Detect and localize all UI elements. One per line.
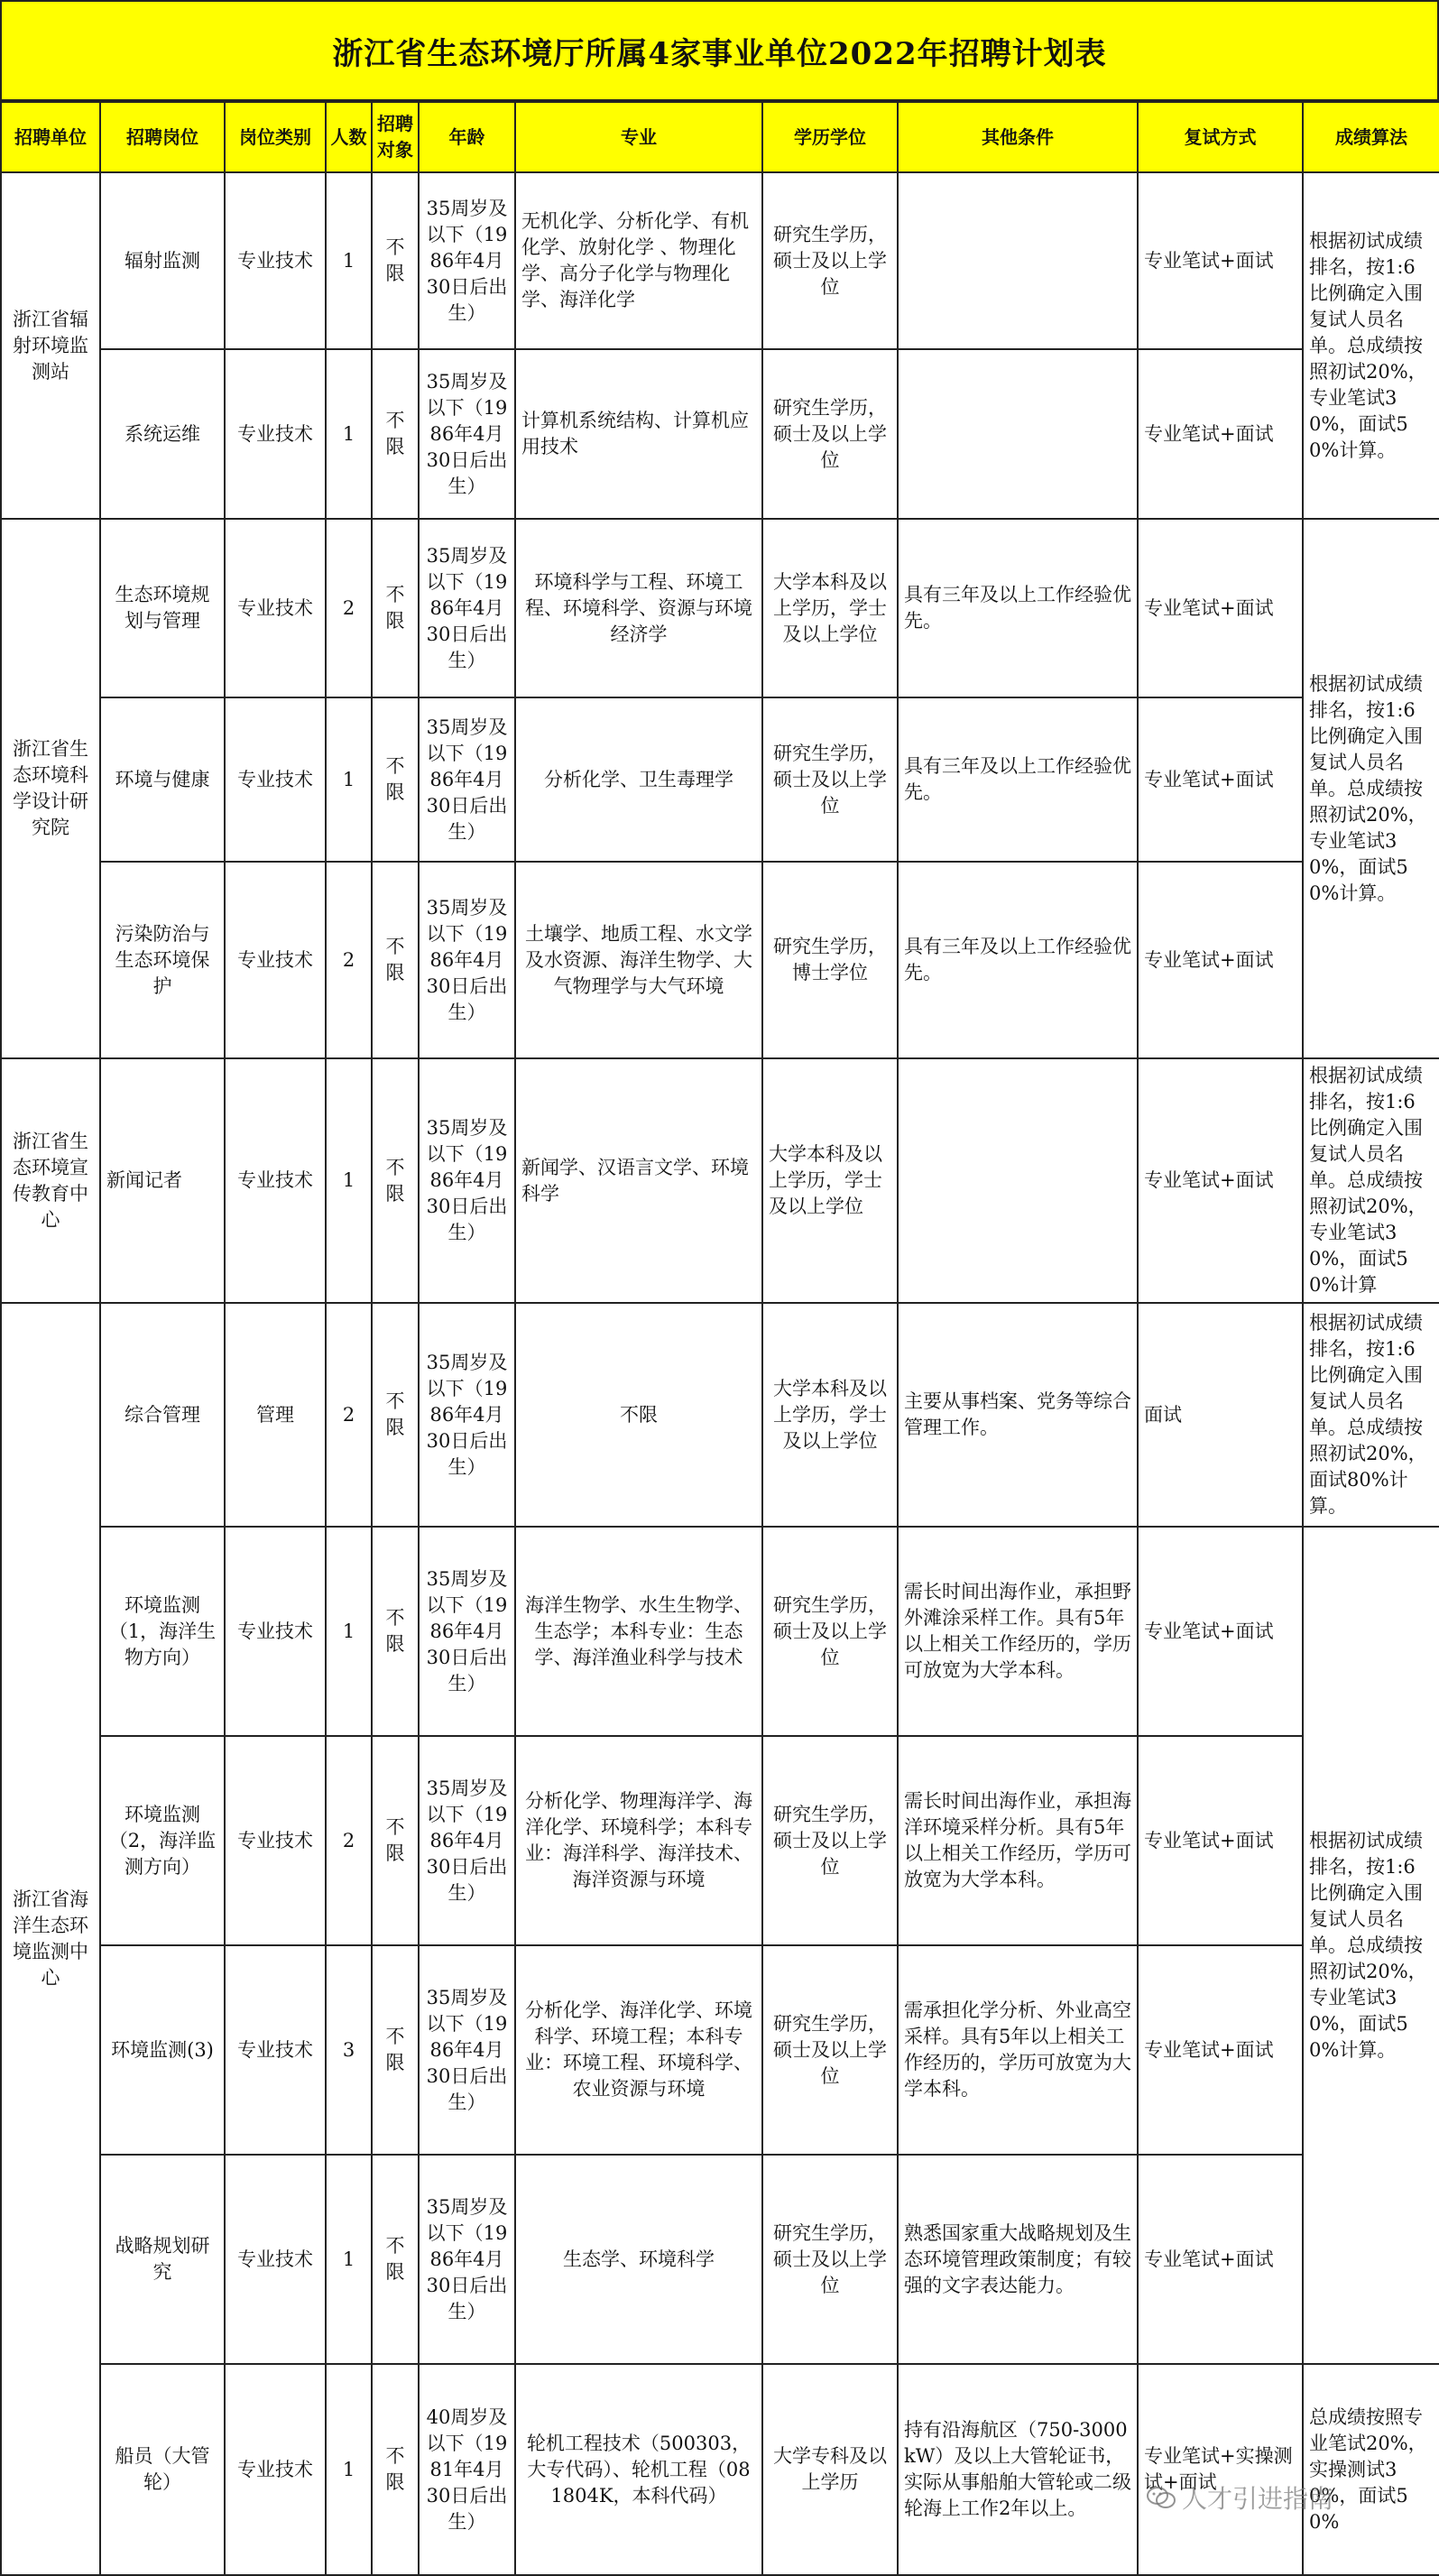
- retest-cell: 面试: [1138, 1303, 1303, 1527]
- table-row: [1, 2364, 1439, 2575]
- category-cell: 专业技术: [225, 697, 326, 862]
- count-cell: 1: [326, 1527, 372, 1736]
- category-cell: 专业技术: [225, 172, 326, 349]
- age-cell: 40周岁及以下（1981年4月30日后出生）: [419, 2364, 515, 2575]
- target-cell: 不限: [372, 697, 419, 862]
- unit-cell: 浙江省海洋生态环境监测中心: [1, 1303, 100, 2575]
- count-cell: 2: [326, 1303, 372, 1527]
- degree-cell: 研究生学历，硕士及以上学位: [762, 172, 898, 349]
- retest-cell: 专业笔试+面试: [1138, 1945, 1303, 2155]
- age-cell: 35周岁及以下（1986年4月30日后出生）: [419, 172, 515, 349]
- age-cell: 35周岁及以下（1986年4月30日后出生）: [419, 349, 515, 519]
- retest-cell: 专业笔试+面试: [1138, 697, 1303, 862]
- other-cell: 具有三年及以上工作经验优先。: [898, 862, 1138, 1058]
- major-cell: 土壤学、地质工程、水文学及水资源、海洋生物学、大气物理学与大气环境: [515, 862, 762, 1058]
- post-cell: 系统运维: [100, 349, 225, 519]
- count-cell: 1: [326, 2155, 372, 2364]
- other-cell: 熟悉国家重大战略规划及生态环境管理政策制度；有较强的文字表达能力。: [898, 2155, 1138, 2364]
- count-cell: 1: [326, 2364, 372, 2575]
- major-cell: 分析化学、海洋化学、环境科学、环境工程；本科专业：环境工程、环境科学、农业资源与环境: [515, 1945, 762, 2155]
- other-cell: 具有三年及以上工作经验优先。: [898, 519, 1138, 697]
- major-cell: 环境科学与工程、环境工程、环境科学、资源与环境经济学: [515, 519, 762, 697]
- score-cell: 总成绩按照专业笔试20%，实操测试30%，面试50%: [1303, 2364, 1439, 2575]
- count-cell: 1: [326, 349, 372, 519]
- degree-cell: 研究生学历，博士学位: [762, 862, 898, 1058]
- category-cell: 专业技术: [225, 2364, 326, 2575]
- count-cell: 1: [326, 1058, 372, 1303]
- major-cell: 无机化学、分析化学、有机化学、放射化学 、物理化学、高分子化学与物理化学、海洋化学: [515, 172, 762, 349]
- degree-cell: 大学专科及以上学历: [762, 2364, 898, 2575]
- category-cell: 专业技术: [225, 1736, 326, 1945]
- post-cell: 环境监测（1，海洋生物方向）: [100, 1527, 225, 1736]
- age-cell: 35周岁及以下（1986年4月30日后出生）: [419, 862, 515, 1058]
- count-cell: 1: [326, 697, 372, 862]
- post-cell: 环境监测(3): [100, 1945, 225, 2155]
- degree-cell: 大学本科及以上学历，学士及以上学位: [762, 1303, 898, 1527]
- major-cell: 新闻学、汉语言文学、环境科学: [515, 1058, 762, 1303]
- age-cell: 35周岁及以下（1986年4月30日后出生）: [419, 1058, 515, 1303]
- other-cell: 主要从事档案、党务等综合管理工作。: [898, 1303, 1138, 1527]
- target-cell: 不限: [372, 1303, 419, 1527]
- score-cell: 根据初试成绩排名，按1:6比例确定入围复试人员名单。总成绩按照初试20%，面试80%计算。: [1303, 1303, 1439, 1527]
- other-cell: [898, 172, 1138, 349]
- score-cell: 根据初试成绩排名，按1:6比例确定入围复试人员名单。总成绩按照初试20%，专业笔试30%，面试50%计算。: [1303, 1527, 1439, 2364]
- table-row: [1, 1303, 1439, 1527]
- other-cell: 具有三年及以上工作经验优先。: [898, 697, 1138, 862]
- target-cell: 不限: [372, 1736, 419, 1945]
- target-cell: 不限: [372, 1527, 419, 1736]
- retest-cell: 专业笔试+面试: [1138, 1736, 1303, 1945]
- table-row: [1, 862, 1439, 1058]
- other-cell: 需长时间出海作业，承担海洋环境采样分析。具有5年以上相关工作经历，学历可放宽为大学本科。: [898, 1736, 1138, 1945]
- retest-cell: 专业笔试+面试: [1138, 172, 1303, 349]
- header-cell: 招聘单位: [1, 102, 100, 172]
- target-cell: 不限: [372, 2155, 419, 2364]
- table-row: [1, 2155, 1439, 2364]
- header-cell: 复试方式: [1138, 102, 1303, 172]
- degree-cell: 研究生学历，硕士及以上学位: [762, 2155, 898, 2364]
- count-cell: 1: [326, 172, 372, 349]
- table-row: [1, 172, 1439, 349]
- post-cell: 环境与健康: [100, 697, 225, 862]
- category-cell: 专业技术: [225, 1527, 326, 1736]
- other-cell: [898, 349, 1138, 519]
- table-header-row: [1, 102, 1439, 172]
- other-cell: 持有沿海航区（750-3000kW）及以上大管轮证书，实际从事船舶大管轮或二级轮海上工作2年以上。: [898, 2364, 1138, 2575]
- age-cell: 35周岁及以下（1986年4月30日后出生）: [419, 519, 515, 697]
- header-cell: 招聘对象: [372, 102, 419, 172]
- post-cell: 生态环境规划与管理: [100, 519, 225, 697]
- header-cell: 年龄: [419, 102, 515, 172]
- header-cell: 其他条件: [898, 102, 1138, 172]
- post-cell: 船员（大管轮）: [100, 2364, 225, 2575]
- major-cell: 轮机工程技术（500303，大专代码）、轮机工程（081804K，本科代码）: [515, 2364, 762, 2575]
- count-cell: 2: [326, 862, 372, 1058]
- header-cell: 招聘岗位: [100, 102, 225, 172]
- retest-cell: 专业笔试+面试: [1138, 1527, 1303, 1736]
- age-cell: 35周岁及以下（1986年4月30日后出生）: [419, 697, 515, 862]
- other-cell: [898, 1058, 1138, 1303]
- unit-cell: 浙江省生态环境宣传教育中心: [1, 1058, 100, 1303]
- degree-cell: 研究生学历，硕士及以上学位: [762, 697, 898, 862]
- retest-cell: 专业笔试+实操测试+面试: [1138, 2364, 1303, 2575]
- post-cell: 环境监测（2，海洋监测方向）: [100, 1736, 225, 1945]
- age-cell: 35周岁及以下（1986年4月30日后出生）: [419, 1736, 515, 1945]
- degree-cell: 研究生学历，硕士及以上学位: [762, 1945, 898, 2155]
- table-row: [1, 519, 1439, 697]
- score-cell: 根据初试成绩排名，按1:6比例确定入围复试人员名单。总成绩按照初试20%，专业笔试30%，面试50%计算。: [1303, 519, 1439, 1058]
- unit-cell: 浙江省辐射环境监测站: [1, 172, 100, 519]
- category-cell: 专业技术: [225, 519, 326, 697]
- other-cell: 需承担化学分析、外业高空采样。具有5年以上相关工作经历的，学历可放宽为大学本科。: [898, 1945, 1138, 2155]
- target-cell: 不限: [372, 349, 419, 519]
- count-cell: 2: [326, 519, 372, 697]
- post-cell: 辐射监测: [100, 172, 225, 349]
- unit-cell: 浙江省生态环境科学设计研究院: [1, 519, 100, 1058]
- degree-cell: 大学本科及以上学历，学士及以上学位: [762, 1058, 898, 1303]
- degree-cell: 研究生学历，硕士及以上学位: [762, 1736, 898, 1945]
- category-cell: 专业技术: [225, 1058, 326, 1303]
- page-title: 浙江省生态环境厅所属4家事业单位2022年招聘计划表: [0, 0, 1439, 101]
- header-cell: 成绩算法: [1303, 102, 1439, 172]
- category-cell: 专业技术: [225, 862, 326, 1058]
- retest-cell: 专业笔试+面试: [1138, 519, 1303, 697]
- category-cell: 管理: [225, 1303, 326, 1527]
- target-cell: 不限: [372, 1945, 419, 2155]
- other-cell: 需长时间出海作业，承担野外滩涂采样工作。具有5年以上相关工作经历的，学历可放宽为大学本科。: [898, 1527, 1138, 1736]
- header-cell: 学历学位: [762, 102, 898, 172]
- major-cell: 分析化学、物理海洋学、海洋化学、环境科学；本科专业：海洋科学、海洋技术、海洋资源与环境: [515, 1736, 762, 1945]
- target-cell: 不限: [372, 172, 419, 349]
- age-cell: 35周岁及以下（1986年4月30日后出生）: [419, 1945, 515, 2155]
- category-cell: 专业技术: [225, 2155, 326, 2364]
- age-cell: 35周岁及以下（1986年4月30日后出生）: [419, 2155, 515, 2364]
- watermark-text: 人才引进指南: [1182, 2484, 1334, 2514]
- table-row: [1, 349, 1439, 519]
- category-cell: 专业技术: [225, 1945, 326, 2155]
- post-cell: 污染防治与生态环境保护: [100, 862, 225, 1058]
- post-cell: 战略规划研究: [100, 2155, 225, 2364]
- age-cell: 35周岁及以下（1986年4月30日后出生）: [419, 1303, 515, 1527]
- count-cell: 3: [326, 1945, 372, 2155]
- count-cell: 2: [326, 1736, 372, 1945]
- post-cell: 新闻记者: [100, 1058, 225, 1303]
- table-row: [1, 1058, 1439, 1303]
- header-cell: 岗位类别: [225, 102, 326, 172]
- retest-cell: 专业笔试+面试: [1138, 349, 1303, 519]
- target-cell: 不限: [372, 2364, 419, 2575]
- major-cell: 计算机系统结构、计算机应用技术: [515, 349, 762, 519]
- age-cell: 35周岁及以下（1986年4月30日后出生）: [419, 1527, 515, 1736]
- table-row: [1, 1736, 1439, 1945]
- recruitment-table: [0, 101, 1439, 2576]
- header-cell: 专业: [515, 102, 762, 172]
- category-cell: 专业技术: [225, 349, 326, 519]
- target-cell: 不限: [372, 1058, 419, 1303]
- header-cell: 人数: [326, 102, 372, 172]
- retest-cell: 专业笔试+面试: [1138, 862, 1303, 1058]
- score-cell: 根据初试成绩排名，按1:6比例确定入围复试人员名单。总成绩按照初试20%，专业笔试30%，面试50%计算。: [1303, 172, 1439, 519]
- major-cell: 分析化学、卫生毒理学: [515, 697, 762, 862]
- score-cell: 根据初试成绩排名，按1:6比例确定入围复试人员名单。总成绩按照初试20%，专业笔试30%，面试50%计算: [1303, 1058, 1439, 1303]
- degree-cell: 大学本科及以上学历，学士及以上学位: [762, 519, 898, 697]
- major-cell: 海洋生物学、水生生物学、生态学；本科专业：生态学、海洋渔业科学与技术: [515, 1527, 762, 1736]
- post-cell: 综合管理: [100, 1303, 225, 1527]
- target-cell: 不限: [372, 519, 419, 697]
- target-cell: 不限: [372, 862, 419, 1058]
- major-cell: 不限: [515, 1303, 762, 1527]
- table-row: [1, 697, 1439, 862]
- table-row: [1, 1945, 1439, 2155]
- retest-cell: 专业笔试+面试: [1138, 2155, 1303, 2364]
- degree-cell: 研究生学历，硕士及以上学位: [762, 349, 898, 519]
- table-row: [1, 1527, 1439, 1736]
- degree-cell: 研究生学历，硕士及以上学位: [762, 1527, 898, 1736]
- major-cell: 生态学、环境科学: [515, 2155, 762, 2364]
- retest-cell: 专业笔试+面试: [1138, 1058, 1303, 1303]
